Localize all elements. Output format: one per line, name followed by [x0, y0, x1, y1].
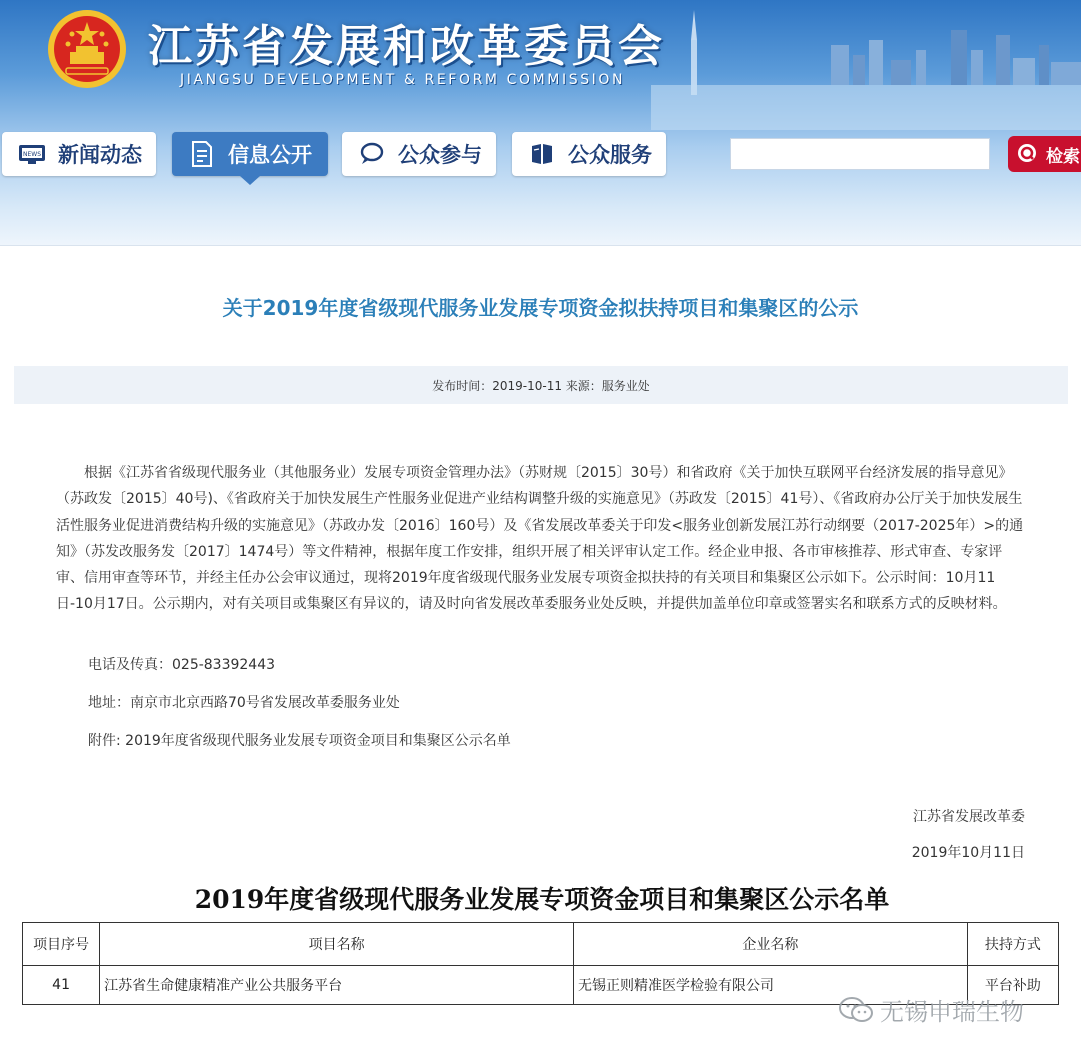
article-title: 关于2019年度省级现代服务业发展专项资金拟扶持项目和集聚区的公示 — [222, 296, 859, 320]
nav-item-public-participation-label: 公众参与 — [398, 143, 482, 167]
site-title: 江苏省发展和改革委员会 — [148, 21, 665, 72]
nav-item-news[interactable] — [2, 132, 156, 176]
column-header-company-name: 企业名称 — [574, 923, 968, 966]
site-header — [0, 0, 1081, 245]
list-section — [20, 874, 1064, 1059]
news-icon — [18, 140, 46, 168]
column-header-number: 项目序号 — [23, 923, 100, 966]
search-icon — [1016, 142, 1040, 166]
table-header-row — [23, 923, 1059, 966]
signature-organization: 江苏省发展改革委 — [913, 809, 1025, 825]
svg-text:NEWS: NEWS — [22, 151, 42, 158]
national-emblem-icon — [46, 8, 128, 90]
nav-item-info-disclosure-label: 信息公开 — [228, 143, 312, 167]
nav-item-info-disclosure[interactable] — [172, 132, 328, 176]
contact-phone: 电话及传真：025-83392443 — [88, 657, 276, 673]
book-icon — [528, 140, 556, 168]
nav-item-public-service[interactable] — [512, 132, 666, 176]
cell-support-method: 平台补助 — [967, 966, 1058, 1005]
nav-item-news-label: 新闻动态 — [58, 143, 142, 167]
city-skyline-image — [651, 0, 1081, 130]
article-panel — [0, 245, 1081, 866]
watermark-text: 无锡申瑞生物 — [880, 998, 1024, 1026]
cell-number: 41 — [23, 966, 100, 1005]
article-paragraph: 根据《江苏省省级现代服务业（其他服务业）发展专项资金管理办法》（苏财规〔2015〕30号）和省政府《关于加快互联网平台经济发展的指导意见》（苏政发〔2015〕40号)、《省政府关于加快发展生产性服务业促进产业结构调整升级的实施意见》（苏政发〔2015〕41号）、《省政府办公厅关于加快发展生活性服务业促进消费结构升级的实施意见》（苏政办发〔2016〕160号）及《省发展改革委关于印发<服务业创新发展江苏行动纲要（2017-2025年）>的通知》（苏发改服务发〔2017〕1474号）等文件精神，根据年度工作安排，组织开展了相关评审认定工作。经企业申报、各市审核推荐、形式审查、专家评审、信用审查等环节，并经主任办公会审议通过，现将2019年度省级现代服务业发展专项资金拟扶持的有关项目和集聚区公示如下。公示时间：10月11日-10月17日。公示期内，对有关项目或集聚区有异议的，请及时向省发展改革委服务业处反映，并提供加盖单位印章或签署实名和联系方式的反映材料。 — [56, 465, 1024, 613]
chat-icon — [358, 140, 386, 168]
attachment-link[interactable]: 附件: 2019年度省级现代服务业发展专项资金项目和集聚区公示名单 — [88, 733, 511, 749]
watermark — [838, 992, 1024, 1027]
signature-date: 2019年10月11日 — [911, 845, 1025, 861]
active-nav-pointer — [240, 176, 260, 185]
document-icon — [188, 140, 216, 168]
nav-item-public-service-label: 公众服务 — [568, 143, 652, 167]
article-body — [56, 460, 1024, 618]
contact-address: 地址：南京市北京西路70号省发展改革委服务业处 — [88, 695, 400, 711]
search-input[interactable] — [730, 138, 990, 170]
column-header-project-name: 项目名称 — [100, 923, 574, 966]
cell-company-name: 无锡正则精准医学检验有限公司 — [574, 966, 968, 1005]
site-subtitle: JIANGSU DEVELOPMENT & REFORM COMMISSION — [180, 72, 626, 88]
list-title: 2019年度省级现代服务业发展专项资金项目和集聚区公示名单 — [194, 885, 890, 914]
wechat-icon — [838, 996, 874, 1024]
search-button[interactable] — [1008, 136, 1081, 172]
article-meta: 发布时间：2019-10-11 来源：服务业处 — [432, 378, 650, 393]
column-header-support-method: 扶持方式 — [967, 923, 1058, 966]
nav-item-public-participation[interactable] — [342, 132, 496, 176]
article-meta-bar — [14, 366, 1068, 404]
cell-project-name: 江苏省生命健康精准产业公共服务平台 — [100, 966, 574, 1005]
search-button-label: 检索 — [1046, 146, 1080, 167]
